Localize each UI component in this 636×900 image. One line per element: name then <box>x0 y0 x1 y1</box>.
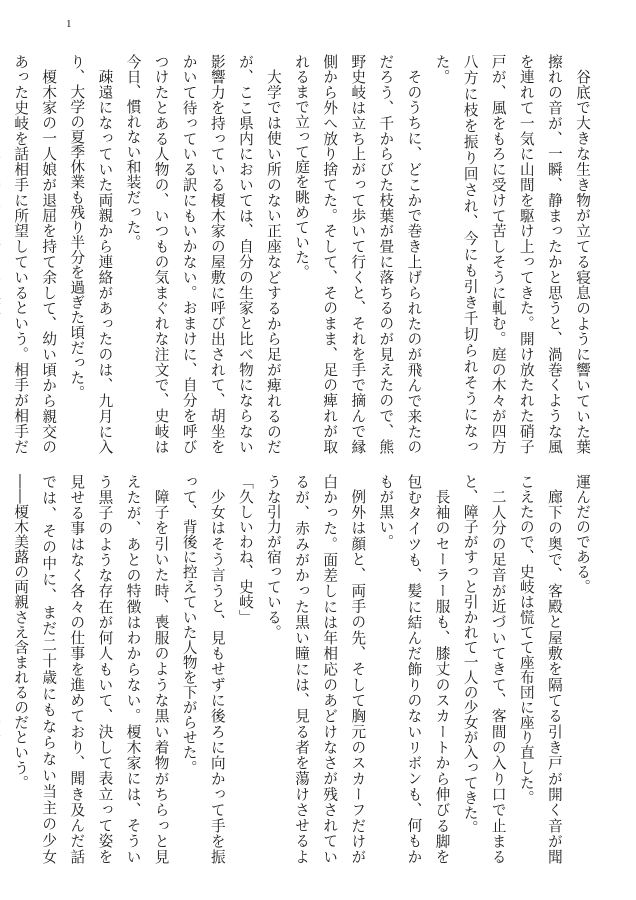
lower-text-block <box>12 474 596 864</box>
paragraph: 障子を引いた時、喪服のような黒い着物がちらっと見えたが、あとの特徴はわからない。榎木家には、そういう黒子のような存在が何人もいて、決して表立って姿を見せる事はなく各々の仕事を進めており、聞き及んだ話では、その中に、まだ二十歳にもならない当主の少女――榎木美蕗の両親さえ含まれるのだという。 <box>12 474 170 864</box>
paragraph: 谷底で大きな生き物が立てる寝息のように響いていた葉擦れの音が、一瞬、静まったかと思うと、渦巻くような風を連れて一気に山間を駆け上ってきた。開け放たれた硝子戸が、風をもろに受けて苦しそうに軋む。庭の木々が四方八方に枝を振り回され、今にも引き千切られそうになった。 <box>433 54 591 454</box>
paragraph <box>0 474 6 864</box>
paragraph: 例外は顔と、両手の先、そして胸元のスカーフだけが白かった。面差しには年相応のあどけなさが残されているが、赤みがかった黒い瞳には、見る者を蕩けさせるような引力が宿っている。 <box>264 474 367 864</box>
paragraph: 二人分の足音が近づいてきて、客間の入り口で止まると、障子がすっと引かれて一人の少女が入ってきた。 <box>461 474 507 864</box>
paragraph: 榎木家の一人娘が退屈を持て余して、幼い頃から親交のあった史岐を話相手に所望しているという。相手が相手だ <box>12 54 58 454</box>
page-number: 1 <box>66 18 72 30</box>
paragraph: 少女はそう言うと、見もせずに後ろに向かって手を振って、背後に控えていた人物を下がらせた。 <box>180 474 226 864</box>
paragraph: 大学では使い所のない正座などするから足が痺れるのだが、ここ県内においては、自分の生家と比べ物にならない影響力を持っている榎木家の屋敷に呼び出されて、胡坐をかいて待っている訳にもいかない。おまけに、自分を呼びつけたとある人物の、いつもの気まぐれな注文で、史岐は今日、慣れない和装だった。 <box>124 54 282 454</box>
paragraph: 疎遠になっていた両親から連絡があったのは、九月に入り、大学の夏季休業も残り半分を過ぎた頃だった。 <box>68 54 114 454</box>
upper-text-block <box>12 54 596 454</box>
paragraph: そのうちに、どこかで巻き上げられたのが飛んで来たのだろう、千からびた枝葉が畳に落ちるのが見えたので、熊野史岐は立ち上がって歩いて行くと、それを手で摘んで縁側から外へ放り捨てた。そして、そのまま、足の痺れが取れるまで立って庭を眺めていた。 <box>293 54 423 454</box>
paragraph: 長袖のセーラー服も、膝丈のスカートから伸びる脚を包むタイツも、髪に結んだ飾りのないリボンも、何もかもが黒い。 <box>377 474 451 864</box>
paragraph: 廊下の奥で、客殿と屋敷を隔てる引き戸が開く音が聞こえたので、史岐は慌てて座布団に座り直した。 <box>517 474 563 864</box>
dialogue-line: 「久しいわね、史岐」 <box>236 474 254 625</box>
paragraph: 運んだのである。 <box>574 474 591 595</box>
